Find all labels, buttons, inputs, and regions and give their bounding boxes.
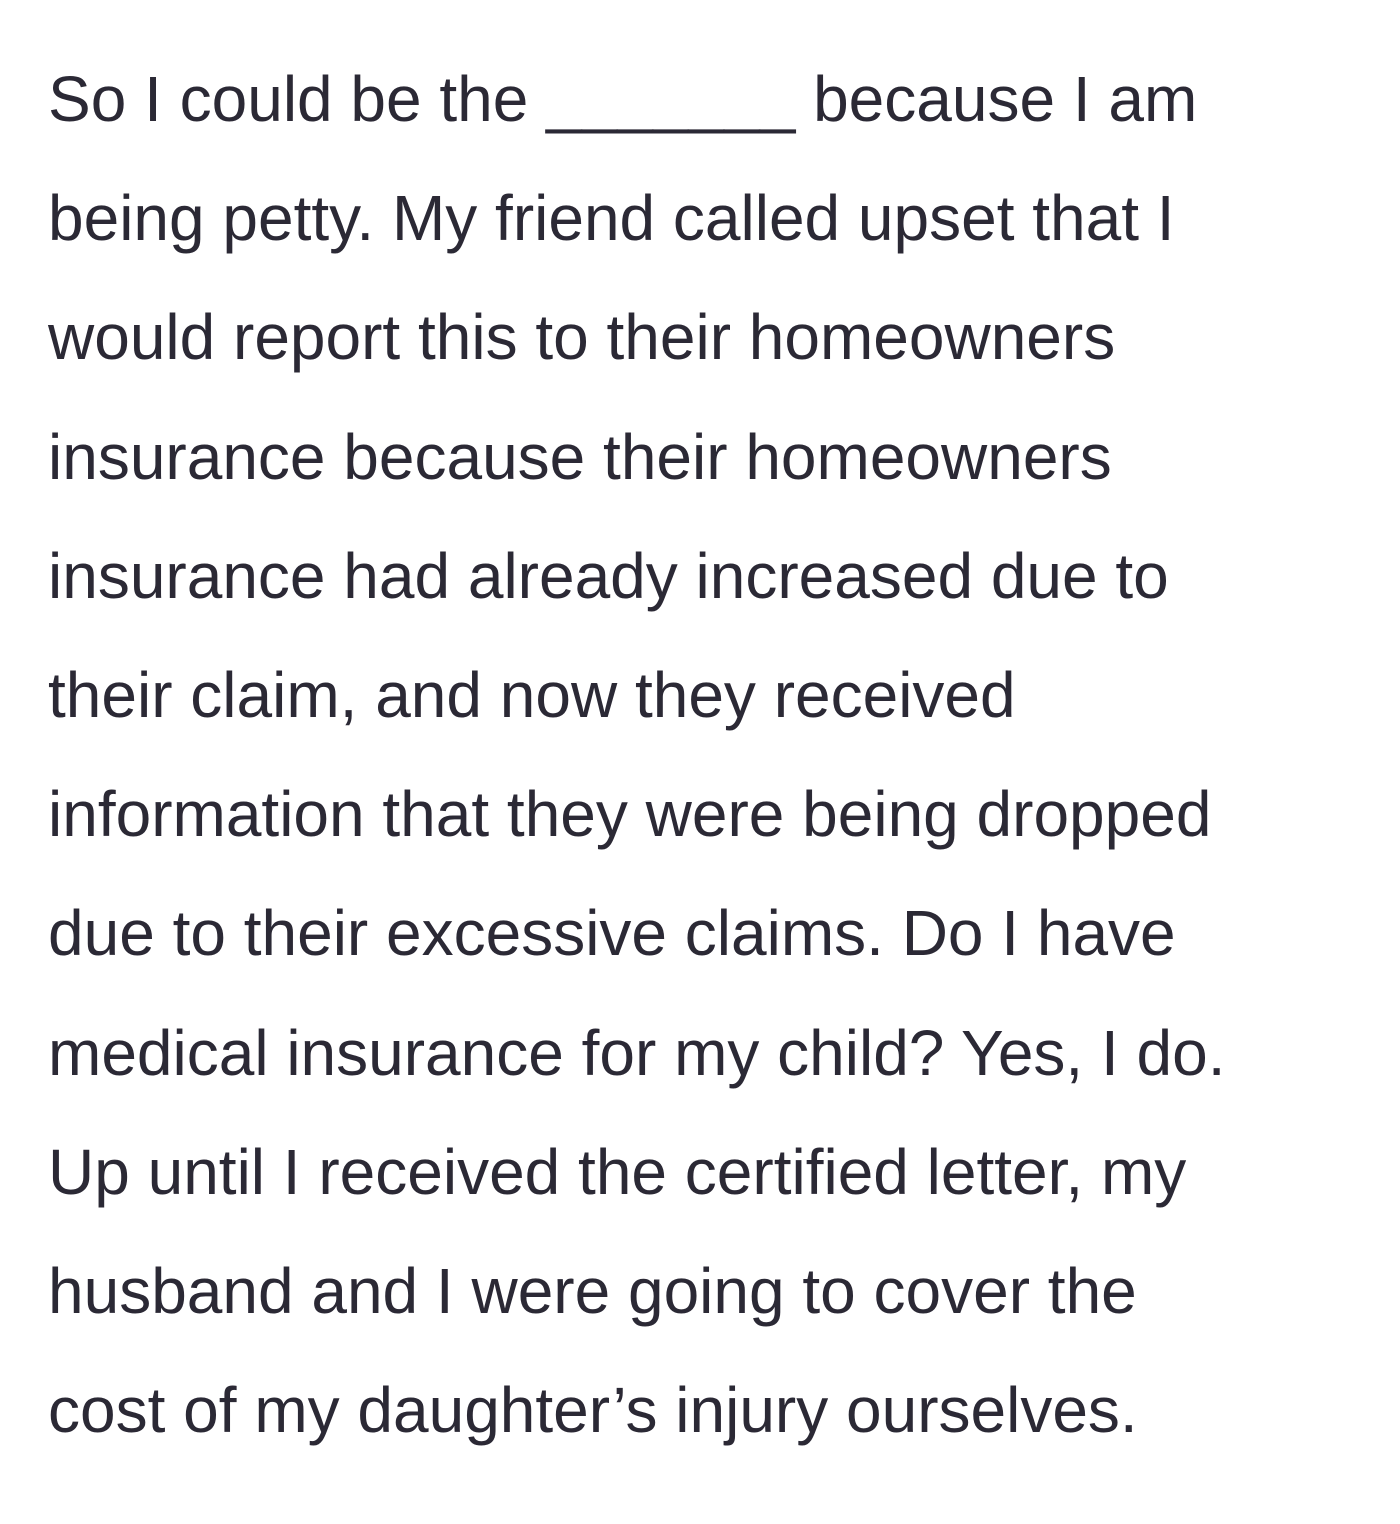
paragraph-line-11: husband and I were going to cover the — [48, 1255, 1137, 1328]
paragraph-line-4: insurance because their homeowners — [48, 420, 1112, 493]
paragraph-line-12: cost of my daughter’s injury ourselves. — [48, 1374, 1138, 1447]
paragraph-line-10: Up until I received the certified letter, my — [48, 1135, 1187, 1208]
paragraph-line-5: insurance had already increased due to — [48, 539, 1169, 612]
paragraph-line-1: So I could be the _______ because I am — [48, 63, 1198, 135]
paragraph-line-3: would report this to their homeowners — [48, 301, 1116, 374]
paragraph-line-6: their claim, and now they received — [48, 659, 1016, 732]
body-paragraph — [48, 40, 1360, 1470]
paragraph-line-2: being petty. My friend called upset that I — [48, 182, 1175, 255]
paragraph-line-9: medical insurance for my child? Yes, I do. — [48, 1016, 1226, 1089]
paragraph-line-8: due to their excessive claims. Do I have — [48, 897, 1176, 970]
paragraph-line-7: information that they were being dropped — [48, 778, 1212, 851]
